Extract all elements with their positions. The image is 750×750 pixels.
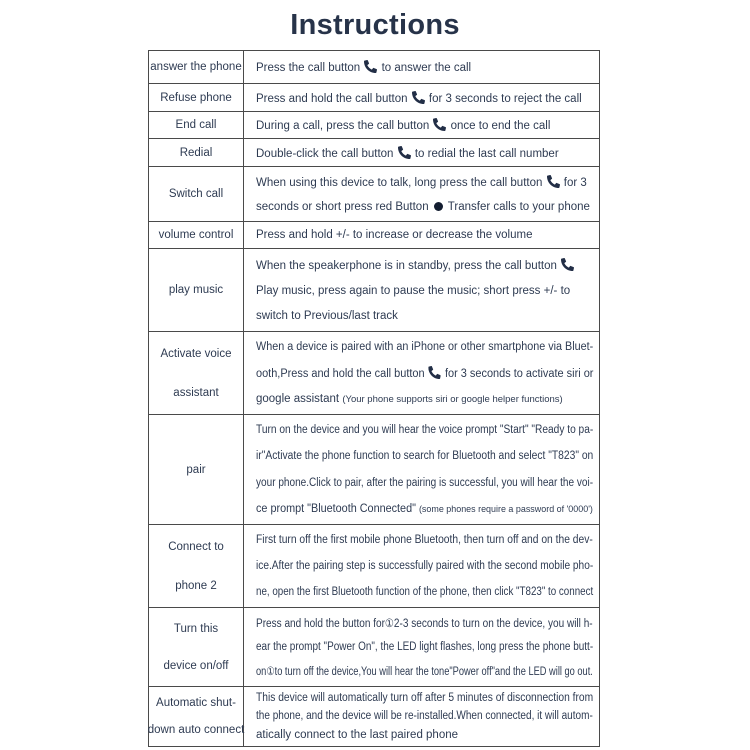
row-content-cell <box>244 525 599 607</box>
row-content-cell <box>244 84 599 111</box>
content-text: Press and hold the button for①2-3 seconds to turn on the device, you will h- <box>256 617 593 630</box>
content-line <box>256 450 594 463</box>
content-line <box>256 692 594 705</box>
content-text: Transfer calls to your phone <box>444 201 590 213</box>
content-line <box>256 586 594 598</box>
content-text: for 3 seconds to reject the call <box>425 92 582 105</box>
row-label-cell <box>149 51 244 83</box>
row-label-cell <box>149 167 244 221</box>
content-line <box>256 366 594 380</box>
content-text: ir"Activate the phone function to search for Bluetooth and select "T823" on <box>256 450 594 463</box>
content-line <box>256 664 593 679</box>
content-line <box>256 640 594 653</box>
content-text: When a device is paired with an iPhone or other smartphone via Bluet- <box>256 340 594 353</box>
table-row <box>149 112 599 139</box>
row-label-text: Switch call <box>168 188 224 200</box>
call-button-phone-icon <box>547 175 560 188</box>
row-label-text: Turn this <box>173 622 219 635</box>
content-line <box>256 60 593 74</box>
table-row <box>149 222 599 249</box>
row-label-cell <box>149 525 244 607</box>
content-text: ce prompt "Bluetooth Connected" <box>256 502 419 515</box>
content-text: ear the prompt "Power On", the LED light flashes, long press the phone butt- <box>256 640 594 653</box>
row-content-cell <box>244 608 599 686</box>
row-label-text: phone 2 <box>175 579 217 592</box>
call-button-phone-icon <box>412 91 425 104</box>
content-text: ice.After the pairing step is successfully paired with the second mobile pho- <box>256 560 594 572</box>
row-label-cell <box>149 139 244 166</box>
row-label-cell <box>149 84 244 111</box>
content-text: atically connect to the last paired phone <box>256 728 459 741</box>
content-text: Press the call button <box>256 62 364 74</box>
content-text: your phone.Click to pair, after the pairing is successful, you will hear the voi- <box>256 476 594 489</box>
call-button-phone-icon <box>429 366 441 379</box>
call-button-phone-icon <box>561 258 574 271</box>
row-content-cell <box>244 687 599 746</box>
row-label-text: Activate voice <box>160 347 232 360</box>
row-label-text: Connect to <box>168 540 224 553</box>
row-label-text: Automatic shut- <box>156 696 236 709</box>
content-line <box>256 340 594 353</box>
content-line <box>256 502 593 515</box>
content-line <box>256 310 593 322</box>
content-text: Turn on the device and you will hear the voice prompt "Start" "Ready to pa- <box>256 424 594 437</box>
row-content-cell <box>244 112 599 138</box>
content-text: once to end the call <box>447 120 551 132</box>
content-line <box>256 146 593 160</box>
table-row <box>149 51 599 84</box>
content-text: to answer the call <box>378 62 472 74</box>
call-button-phone-icon <box>433 118 446 131</box>
content-text: google assistant <box>256 393 343 406</box>
content-line <box>256 560 594 572</box>
row-label-cell <box>149 332 244 414</box>
content-line <box>256 175 593 189</box>
content-line <box>256 424 594 437</box>
content-line <box>256 91 593 105</box>
content-text: When using this device to talk, long press the call button <box>256 177 546 189</box>
content-line <box>256 476 594 489</box>
row-label-text: answer the phone <box>150 61 242 73</box>
content-text: on①to turn off the device,You will hear the tone"Power off"and the LED will go out. <box>256 666 593 679</box>
content-line <box>256 729 593 741</box>
row-content-cell <box>244 139 599 166</box>
page-title: Instructions <box>290 9 460 41</box>
row-label-text: play music <box>168 284 224 296</box>
row-label-text: Redial <box>179 146 213 159</box>
content-text: for 3 <box>560 177 587 189</box>
content-text: This device will automatically turn off after 5 minutes of disconnection from <box>256 692 594 705</box>
content-text: (Your phone supports siri or google helper functions) <box>342 394 563 406</box>
content-line <box>256 201 593 213</box>
table-row <box>149 525 599 608</box>
content-text: for 3 seconds to activate siri or <box>441 367 594 380</box>
content-text: Double-click the call button <box>256 147 397 160</box>
row-label-text: Refuse phone <box>160 91 232 104</box>
row-content-cell <box>244 415 599 524</box>
content-line <box>256 258 593 272</box>
content-line <box>256 534 593 546</box>
content-text: switch to Previous/last track <box>256 310 398 323</box>
content-text: the phone, and the device will be re-installed.When connected, it will autom- <box>256 710 593 723</box>
row-label-cell <box>149 415 244 524</box>
call-button-phone-icon <box>364 60 377 73</box>
content-text: ne, open the first Bluetooth function of the phone, then click "T823" to connect <box>256 586 594 598</box>
content-line <box>256 229 593 241</box>
row-label-text: End call <box>175 119 217 131</box>
content-text: When the speakerphone is in standby, press the call button <box>256 259 561 272</box>
row-content-cell <box>244 249 599 331</box>
content-text: ooth,Press and hold the call button <box>256 367 428 380</box>
table-row <box>149 84 599 112</box>
table-row <box>149 687 599 746</box>
instructions-table <box>148 50 600 747</box>
row-label-text: pair <box>186 463 206 476</box>
row-label-cell <box>149 608 244 686</box>
content-line <box>256 710 593 723</box>
content-text: First turn off the first mobile phone Bluetooth, then turn off and on the dev- <box>256 534 593 546</box>
table-row <box>149 608 599 687</box>
row-content-cell <box>244 222 599 248</box>
content-line <box>256 118 593 132</box>
content-text: seconds or short press red Button <box>256 201 432 213</box>
call-button-phone-icon <box>398 146 411 159</box>
table-row <box>149 139 599 167</box>
row-label-cell <box>149 222 244 248</box>
content-text: Press and hold the call button <box>256 92 411 105</box>
row-label-cell <box>149 687 244 746</box>
content-text: to redial the last call number <box>411 147 559 160</box>
table-row <box>149 249 599 332</box>
row-content-cell <box>244 332 599 414</box>
row-label-text: device on/off <box>163 659 229 672</box>
row-label-cell <box>149 112 244 138</box>
red-button-dot-icon <box>434 202 443 211</box>
row-label-cell <box>149 249 244 331</box>
content-text: (some phones require a password of '0000') <box>418 503 593 515</box>
content-text: Play music, press again to pause the music; short press +/- to <box>256 284 571 297</box>
content-line <box>256 616 593 630</box>
row-content-cell <box>244 51 599 83</box>
content-text: During a call, press the call button <box>256 120 433 132</box>
row-label-text: volume control <box>158 229 234 241</box>
table-row <box>149 167 599 222</box>
content-line <box>256 285 593 297</box>
row-label-text: down auto connect <box>147 724 245 737</box>
content-line <box>256 393 593 405</box>
row-label-text: assistant <box>173 386 219 399</box>
row-content-cell <box>244 167 599 221</box>
table-row <box>149 415 599 525</box>
content-text: Press and hold +/- to increase or decrease the volume <box>256 229 533 241</box>
table-row <box>149 332 599 415</box>
